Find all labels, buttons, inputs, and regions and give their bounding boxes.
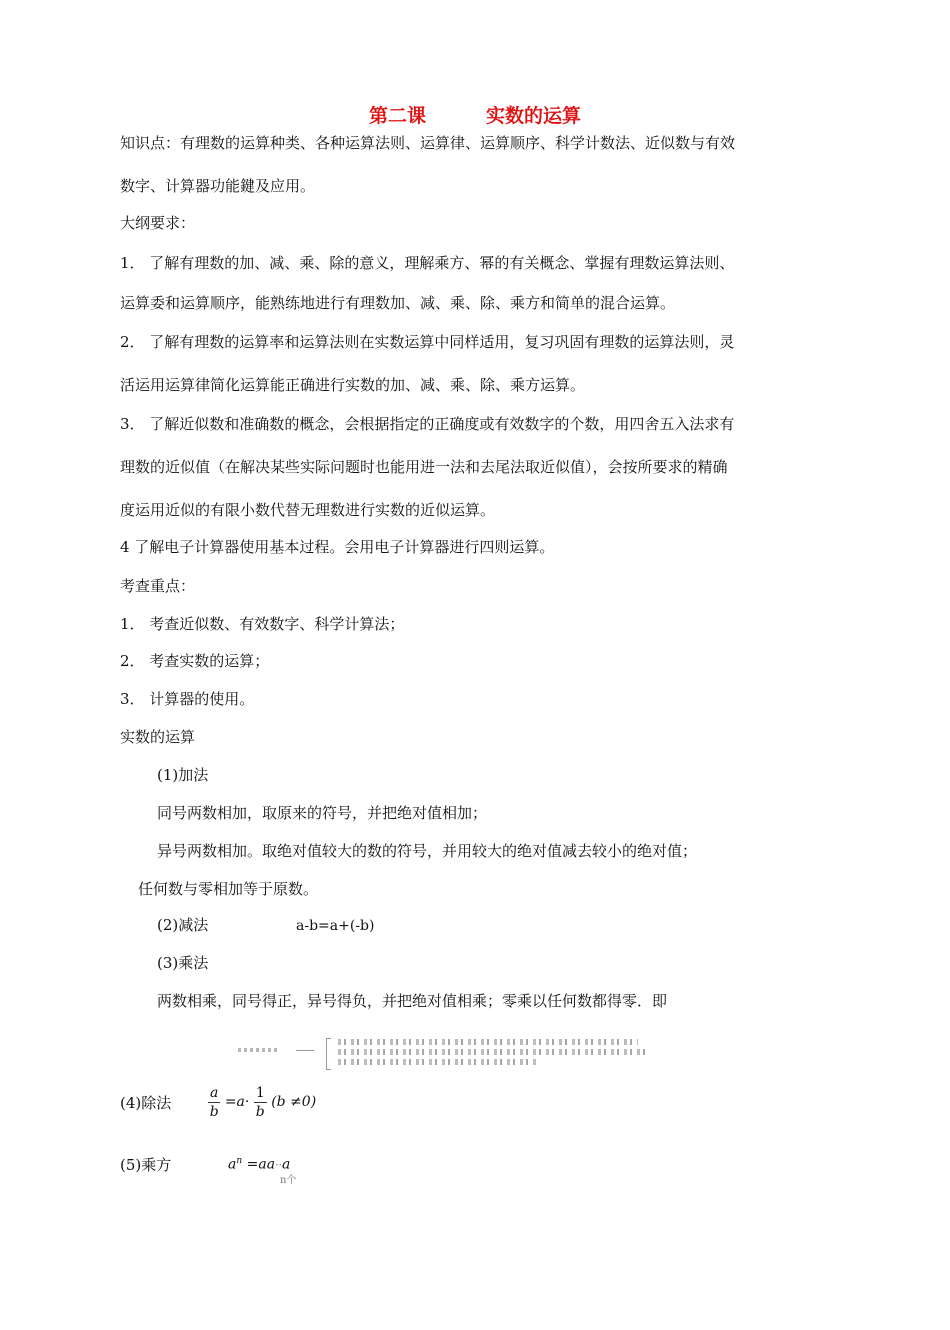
page-title (0, 104, 950, 128)
outline-heading: 大纲要求： (120, 214, 196, 232)
outline-item-1-line-2: 运算委和运算顺序，能熟练地进行有理数加、减、乘、除、乘方和简单的混合运算。 (120, 294, 676, 312)
division-title: (4)除法 (120, 1094, 172, 1112)
fraction-a-over-b: $\frac{a}{b}$ (209, 1084, 219, 1120)
focus-item-3: 3． 计算器的使用。 (120, 690, 255, 708)
outline-item-2-line-1: 2． 了解有理数的运算率和运算法则在实数运算中同样适用，复习巩固有理数的运算法则，灵 (120, 333, 735, 351)
title-topic: 实数的运算 (486, 105, 582, 127)
addition-title: (1)加法 (157, 766, 209, 784)
multiplication-title: (3)乘法 (157, 954, 209, 972)
fraction-1-over-b: $\frac{1}{b}$ (255, 1084, 265, 1120)
operations-heading: 实数的运算 (120, 728, 196, 746)
subtraction-title: (2)减法 (157, 916, 209, 934)
addition-rule-1: 同号两数相加，取原来的符号，并把绝对值相加； (157, 804, 488, 822)
outline-item-4: 4 了解电子计算器使用基本过程。会用电子计算器进行四则运算。 (120, 538, 555, 556)
focus-heading: 考查重点： (120, 577, 196, 595)
outline-item-2-line-2: 活运用运算律简化运算能正确进行实数的加、减、乘、除、乘方运算。 (120, 376, 586, 394)
power-count-label: n个 (280, 1175, 297, 1186)
subtraction-formula: a-b=a+(-b) (296, 918, 375, 934)
power-formula: $a^n =aa\cdot\cdot a$ (228, 1156, 291, 1173)
multiplication-rule: 两数相乘，同号得正，异号得负，并把绝对值相乘；零乘以任何数都得零．即 (157, 992, 668, 1010)
outline-item-3-line-1: 3． 了解近似数和准确数的概念，会根据指定的正确度或有效数字的个数，用四舍五入法求有 (120, 415, 735, 433)
knowledge-line-1: 知识点：有理数的运算种类、各种运算法则、运算律、运算顺序、科学计数法、近似数与有效 (120, 134, 736, 152)
focus-item-1: 1． 考查近似数、有效数字、科学计算法； (120, 615, 405, 633)
title-lesson: 第二课 (368, 105, 426, 127)
power-title: (5)乘方 (120, 1156, 172, 1174)
focus-item-2: 2． 考查实数的运算； (120, 652, 270, 670)
outline-item-1-line-1: 1． 了解有理数的加、减、乘、除的意义，理解乘方、幂的有关概念、掌握有理数运算法则、 (120, 254, 735, 272)
addition-rule-2: 异号两数相加。取绝对值较大的数的符号，并用较大的绝对值减去较小的绝对值； (157, 842, 698, 860)
knowledge-line-2: 数字、计算器功能鍵及应用。 (120, 177, 316, 195)
outline-item-3-line-3: 度运用近似的有限小数代替无理数进行实数的近似运算。 (120, 501, 496, 519)
addition-rule-3: 任何数与零相加等于原数。 (138, 880, 319, 898)
division-formula: $\frac{a}{b}$ =a· $\frac{1}{b}$ (b ≠0) (209, 1084, 317, 1120)
outline-item-3-line-2: 理数的近似值（在解决某些实际问题时也能用进一法和去尾法取近似值），会按所要求的精确 (120, 458, 728, 476)
multiplication-formula-image (238, 1036, 648, 1070)
